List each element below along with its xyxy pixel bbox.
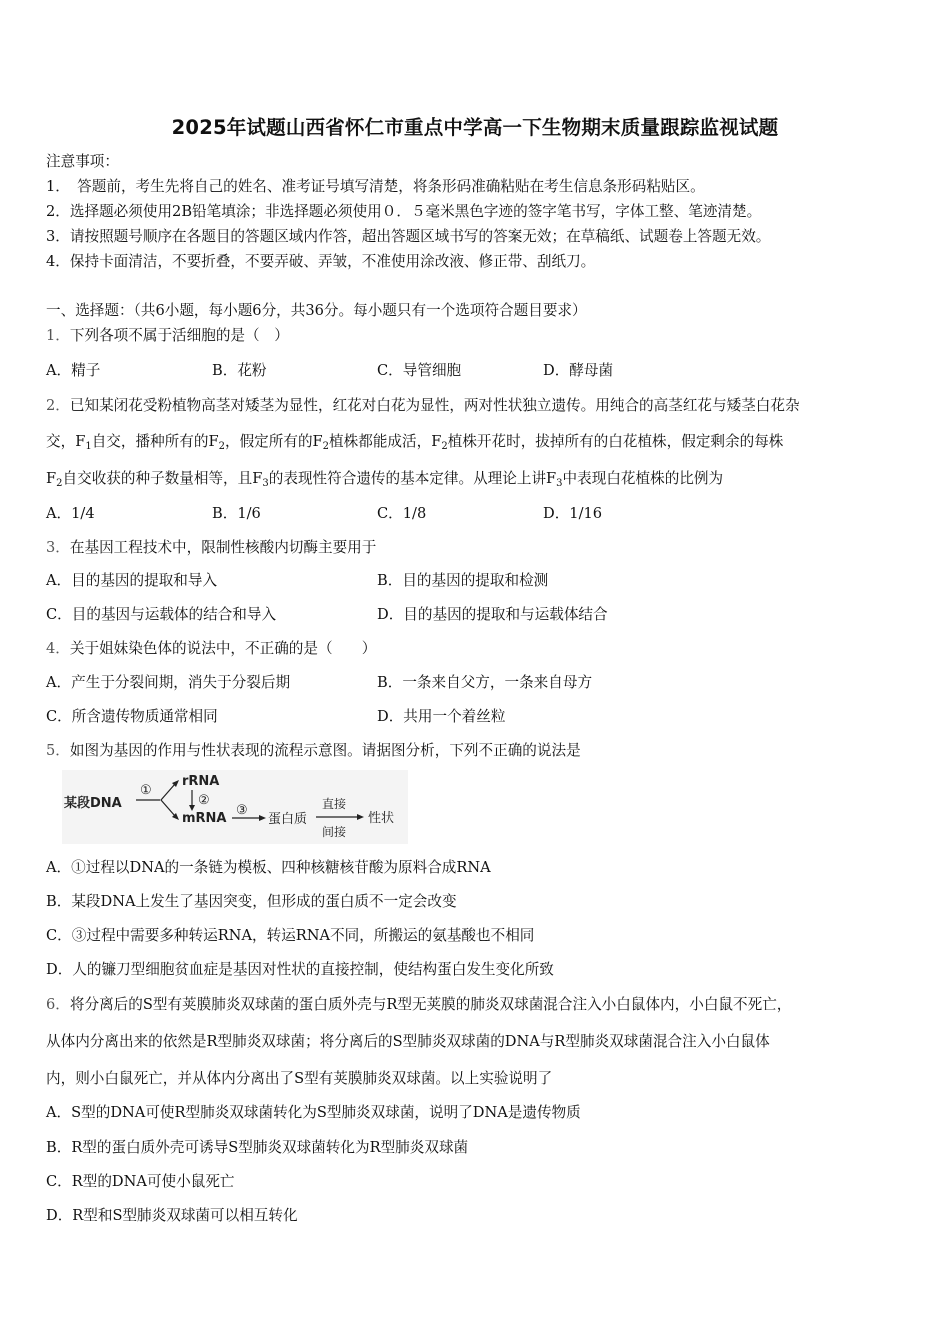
question-2-line-1 [46, 396, 800, 416]
question-stem: 将分离后的S型有荚膜肺炎双球菌的蛋白质外壳与R型无荚膜的肺炎双球菌混合注入小白鼠体内，小白鼠不死亡， [69, 996, 792, 1013]
mrna-label: mRNA [182, 811, 227, 826]
q5-option-d: D．人的镰刀型细胞贫血症是基因对性状的直接控制，使结构蛋白发生变化所致 [46, 961, 554, 978]
question-2-line-2 [46, 432, 783, 454]
q4-option-c: C．所含遗传物质通常相同 [46, 708, 218, 725]
q3-option-a: A．目的基因的提取和导入 [46, 572, 218, 589]
text-fragment: 植株开花时，拔掉所有的白花植株，假定剩余的每株 [447, 433, 784, 450]
subscript: 2 [56, 478, 63, 489]
text-fragment: 自交，播种所有的F [91, 433, 219, 450]
q2-option-a: A．1/4 [46, 505, 95, 522]
question-number: 4． [46, 640, 70, 657]
subscript: 3 [556, 478, 563, 489]
rrna-label: rRNA [182, 774, 220, 789]
question-6-line-2: 从体内分离出来的依然是R型肺炎双球菌；将分离后的S型肺炎双球菌的DNA与R型肺炎双球菌混合注入小白鼠体 [46, 1033, 770, 1050]
q5-option-c: C．③过程中需要多种转运RNA，转运RNA不同，所搬运的氨基酸也不相同 [46, 927, 535, 944]
text-fragment: 交，F [46, 433, 86, 450]
question-stem: 关于姐妹染色体的说法中，不正确的是（ ） [69, 640, 377, 657]
notice-item-3: 3．请按照题号顺序在各题目的答题区域内作答，超出答题区域书写的答案无效；在草稿纸、试题卷上答题无效。 [46, 228, 771, 245]
question-number: 1． [46, 327, 70, 344]
q4-option-a: A．产生于分裂间期，消失于分裂后期 [46, 674, 291, 691]
question-stem: 如图为基因的作用与性状表现的流程示意图。请据图分析，下列不正确的说法是 [69, 742, 581, 759]
question-stem: 在基因工程技术中，限制性核酸内切酶主要用于 [69, 539, 377, 556]
indirect-label: 间接 [322, 825, 347, 839]
q3-option-c: C．目的基因与运载体的结合和导入 [46, 606, 277, 623]
question-6-line-3: 内，则小白鼠死亡，并从体内分离出了S型有荚膜肺炎双球菌。以上实验说明了 [46, 1070, 553, 1087]
text-fragment: 中表现白花植株的比例为 [562, 470, 724, 487]
question-1 [46, 326, 289, 346]
q3-option-d: D．目的基因的提取和与运载体结合 [377, 606, 608, 623]
q3-option-b: B．目的基因的提取和检测 [377, 572, 549, 589]
notice-item-1: 1． 答题前，考生先将自己的姓名、准考证号填写清楚，将条形码准确粘贴在考生信息条形码粘贴区。 [46, 178, 705, 195]
question-stem: 下列各项不属于活细胞的是（ ） [69, 327, 289, 344]
gene-expression-diagram [62, 770, 408, 844]
question-2-line-3 [46, 469, 723, 491]
question-4 [46, 639, 376, 659]
text-fragment: 植株都能成活，F [329, 433, 442, 450]
step-2-label: ② [198, 793, 210, 808]
notice-item-4: 4．保持卡面清洁，不要折叠，不要弄破、弄皱，不准使用涂改液、修正带、刮纸刀。 [46, 253, 596, 270]
q6-option-c: C．R型的DNA可使小鼠死亡 [46, 1173, 235, 1190]
q4-option-b: B．一条来自父方，一条来自母方 [377, 674, 593, 691]
q1-option-c: C．导管细胞 [377, 362, 462, 379]
trait-label: 性状 [368, 811, 395, 826]
question-number: 2． [46, 397, 70, 414]
dna-label: 某段DNA [64, 796, 122, 811]
notice-heading: 注意事项： [46, 153, 119, 170]
question-6-line-1 [46, 995, 791, 1015]
subscript: 3 [262, 478, 269, 489]
step-3-label: ③ [236, 803, 248, 818]
q4-option-d: D．共用一个着丝粒 [377, 708, 506, 725]
q1-option-b: B．花粉 [212, 362, 267, 379]
text-fragment: ，假定所有的F [224, 433, 323, 450]
subscript: 2 [441, 441, 448, 452]
notice-item-2: 2．选择题必须使用2B铅笔填涂；非选择题必须使用０．５毫米黑色字迹的签字笔书写，字体工整、笔迹清楚。 [46, 203, 762, 220]
q2-option-b: B．1/6 [212, 505, 261, 522]
text-fragment: 自交收获的种子数量相等，且F [62, 470, 263, 487]
q5-option-b: B．某段DNA上发生了基因突变，但形成的蛋白质不一定会改变 [46, 893, 457, 910]
q1-option-a: A．精子 [46, 362, 101, 379]
step-1-label: ① [140, 783, 152, 798]
question-stem: 已知某闭花受粉植物高茎对矮茎为显性，红花对白花为显性，两对性状独立遗传。用纯合的高茎红花与矮茎白花杂 [69, 397, 800, 414]
question-5 [46, 741, 581, 761]
q5-option-a: A．①过程以DNA的一条链为模板、四种核糖核苷酸为原料合成RNA [46, 859, 491, 876]
section-heading: 一、选择题：（共6小题，每小题6分，共36分。每小题只有一个选项符合题目要求） [46, 302, 587, 319]
subscript: 1 [85, 441, 92, 452]
text-fragment: 的表现性符合遗传的基本定律。从理论上讲F [268, 470, 557, 487]
subscript: 2 [218, 441, 225, 452]
subscript: 2 [322, 441, 330, 452]
question-number: 3． [46, 539, 70, 556]
question-3 [46, 538, 376, 558]
q6-option-a: A．S型的DNA可使R型肺炎双球菌转化为S型肺炎双球菌，说明了DNA是遗传物质 [46, 1104, 581, 1121]
q6-option-d: D．R型和S型肺炎双球菌可以相互转化 [46, 1207, 298, 1224]
page-title: 2025年试题山西省怀仁市重点中学高一下生物期末质量跟踪监视试题 [171, 116, 779, 139]
question-number: 6． [46, 996, 70, 1013]
q1-option-d: D．酵母菌 [543, 362, 614, 379]
protein-label: 蛋白质 [268, 812, 308, 827]
q2-option-d: D．1/16 [543, 505, 603, 522]
q6-option-b: B．R型的蛋白质外壳可诱导S型肺炎双球菌转化为R型肺炎双球菌 [46, 1139, 469, 1156]
q2-option-c: C．1/8 [377, 505, 427, 522]
text-fragment: F [46, 470, 57, 487]
question-number: 5． [46, 742, 70, 759]
direct-label: 直接 [322, 797, 347, 811]
